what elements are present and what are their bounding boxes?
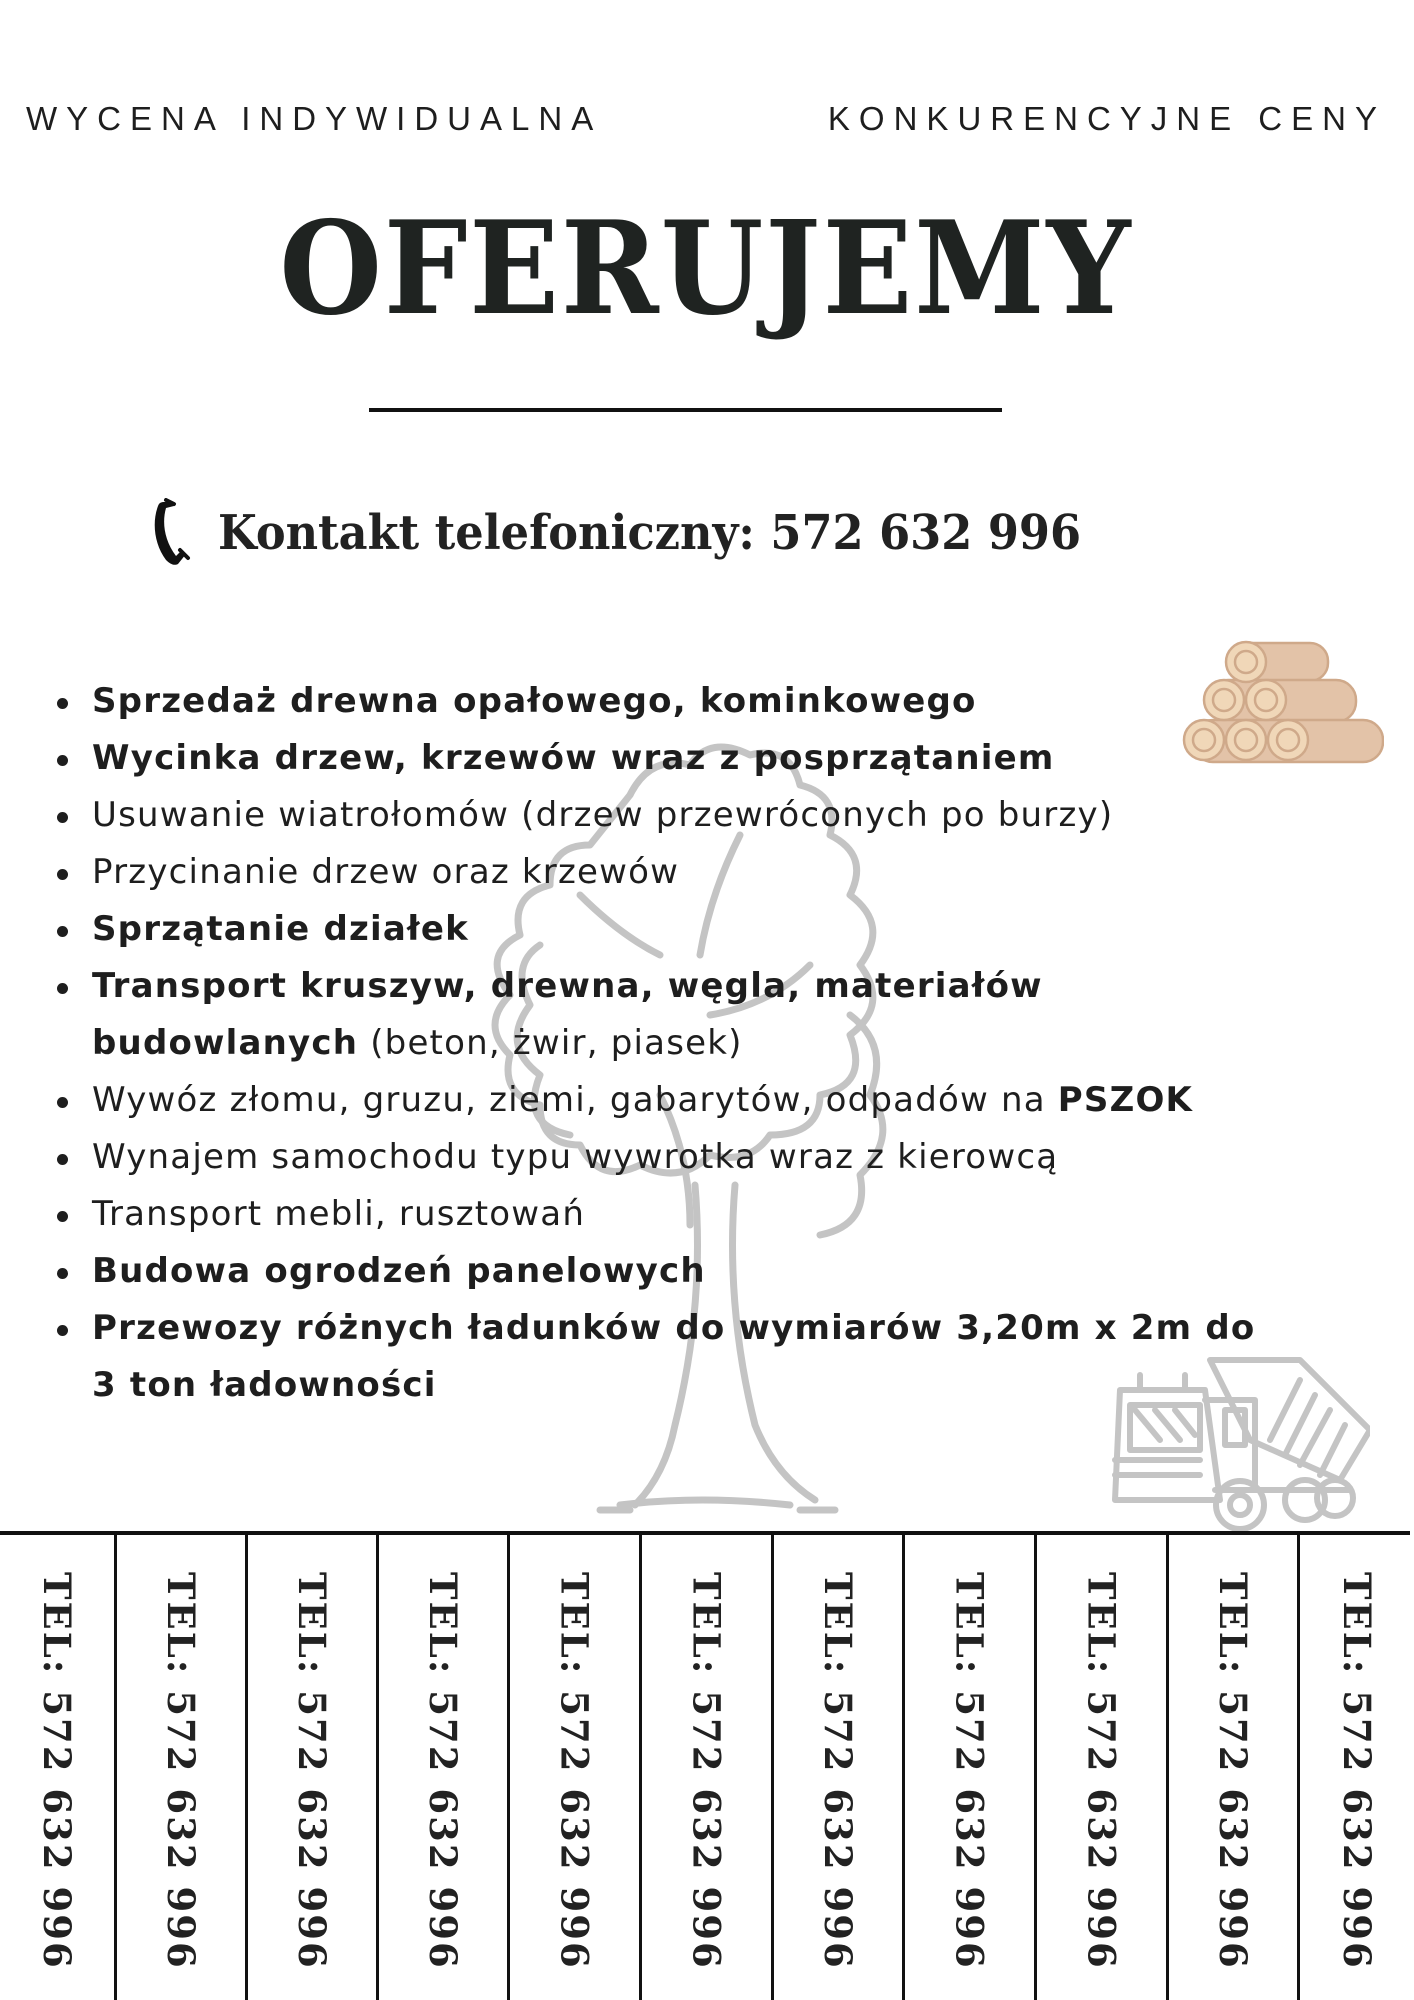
tear-off-strip[interactable] xyxy=(117,1534,248,2000)
strip-phone: TEL: 572 632 996 xyxy=(421,1572,465,1970)
strip-phone: TEL: 572 632 996 xyxy=(159,1572,203,1970)
strip-phone: TEL: 572 632 996 xyxy=(816,1572,860,1970)
service-item: Sprzątanie działek xyxy=(52,901,1255,958)
tear-off-strip[interactable] xyxy=(905,1534,1037,2000)
services-list xyxy=(52,673,1255,1414)
contact-phone-text: Kontakt telefoniczny: 572 632 996 xyxy=(218,505,1082,561)
strip-phone: TEL: 572 632 996 xyxy=(552,1572,597,1970)
tear-off-strips xyxy=(0,1534,1414,2000)
service-item: Wywóz złomu, gruzu, ziemi, gabarytów, odpadów na PSZOK xyxy=(52,1072,1255,1129)
service-item-continuation: budowlanych (beton, żwir, piasek) xyxy=(92,1023,743,1063)
tear-off-strip[interactable] xyxy=(774,1534,905,2000)
service-item: Usuwanie wiatrołomów (drzew przewróconych po burzy) xyxy=(52,787,1255,844)
tear-off-strip[interactable] xyxy=(1169,1534,1300,2000)
tear-off-strip[interactable] xyxy=(1300,1534,1414,2000)
strip-phone: TEL: 572 632 996 xyxy=(1079,1572,1124,1970)
strip-phone: TEL: 572 632 996 xyxy=(1211,1572,1255,1970)
tear-off-strip[interactable] xyxy=(248,1534,379,2000)
tear-off-strip[interactable] xyxy=(379,1534,510,2000)
tagline-individual-quote: WYCENA INDYWIDUALNA xyxy=(26,100,603,137)
service-item: Przycinanie drzew oraz krzewów xyxy=(52,844,1255,901)
service-item: Wycinka drzew, krzewów wraz z posprzątaniem xyxy=(52,730,1255,787)
title-divider xyxy=(369,408,1002,412)
service-item-continuation: 3 ton ładowności xyxy=(92,1365,437,1405)
tagline-competitive-prices: KONKURENCYJNE CENY xyxy=(827,100,1386,137)
service-item: Wynajem samochodu typu wywrotka wraz z kierowcą xyxy=(52,1129,1255,1186)
page-title: OFERUJEMY xyxy=(279,194,1133,344)
service-item: Transport mebli, rusztowań xyxy=(52,1186,1255,1243)
phone-icon xyxy=(150,498,206,568)
tear-off-strip[interactable] xyxy=(0,1534,117,2000)
service-item: Budowa ogrodzeń panelowych xyxy=(52,1243,1255,1300)
tear-off-strip[interactable] xyxy=(510,1534,642,2000)
service-item: Transport kruszyw, drewna, węgla, materiałów xyxy=(52,958,1255,1015)
service-item: Sprzedaż drewna opałowego, kominkowego xyxy=(52,673,1255,730)
strip-phone: TEL: 572 632 996 xyxy=(684,1572,729,1970)
strip-phone: TEL: 572 632 996 xyxy=(947,1572,992,1970)
strip-phone: TEL: 572 632 996 xyxy=(1335,1572,1379,1970)
strip-phone: TEL: 572 632 996 xyxy=(35,1572,79,1970)
strip-phone: TEL: 572 632 996 xyxy=(290,1572,334,1970)
contact-line xyxy=(150,498,1146,568)
tear-off-strip[interactable] xyxy=(1037,1534,1169,2000)
tear-off-strip[interactable] xyxy=(642,1534,774,2000)
service-item: Przewozy różnych ładunków do wymiarów 3,20m x 2m do xyxy=(52,1300,1255,1357)
